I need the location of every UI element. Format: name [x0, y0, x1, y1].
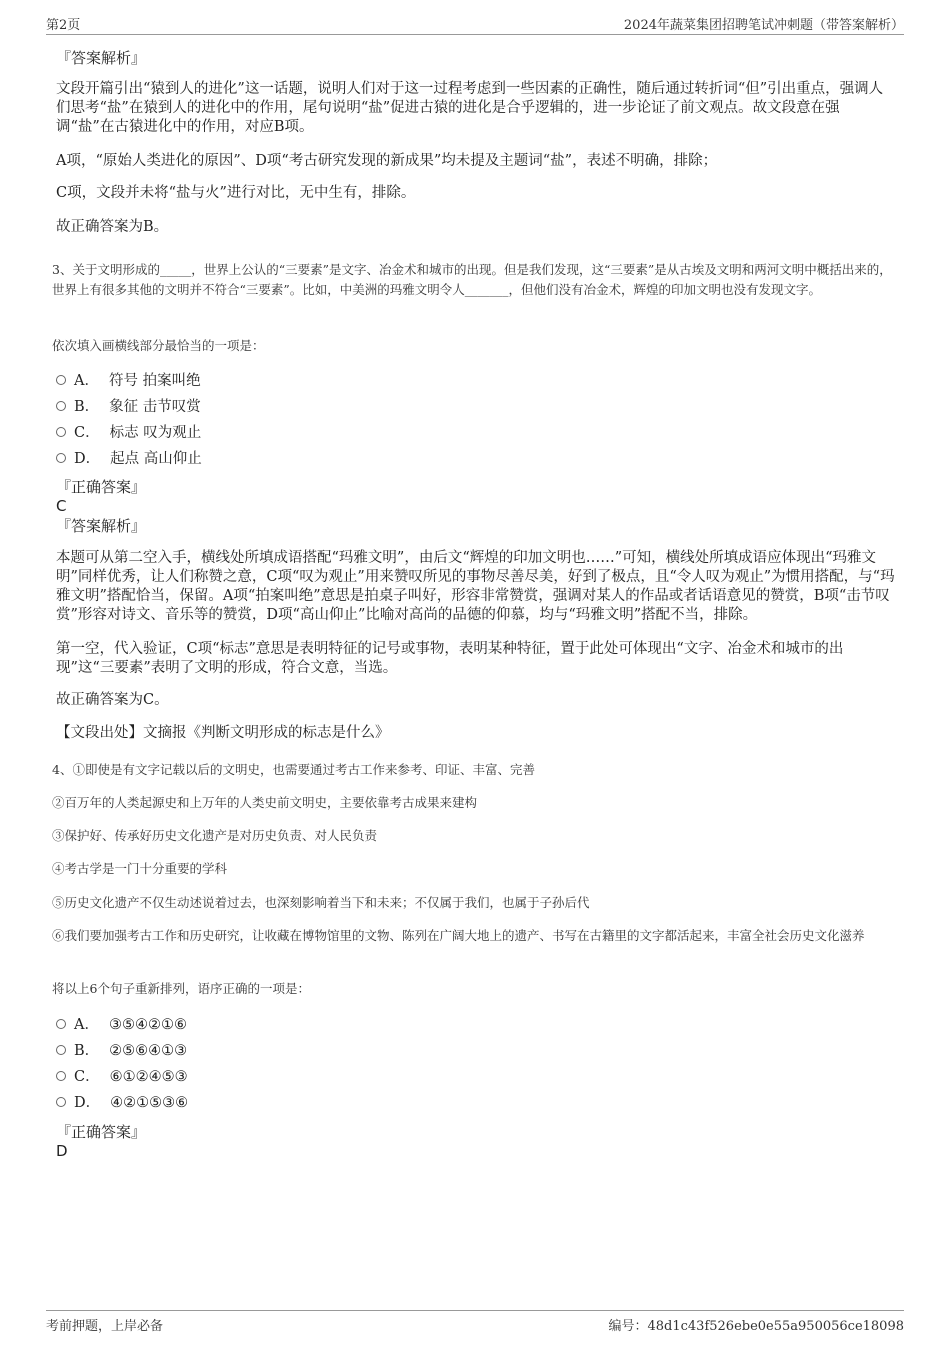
question-4-sentence: ④考古学是一门十分重要的学科: [52, 861, 228, 876]
question-4-sentence: ⑥我们要加强考古工作和历史研究，让收藏在博物馆里的文物、陈列在广阔大地上的遗产、书写在古籍里的文字都活起来，丰富全社会历史文化滋养: [52, 928, 865, 943]
page-header: [46, 14, 904, 35]
analysis-paragraph: A项，“原始人类进化的原因”、D项“考古研究发现的新成果”均未提及主题词“盐”，表述不明确，排除；: [56, 153, 718, 169]
radio-icon[interactable]: [56, 453, 66, 463]
option-a[interactable]: A． 符号 拍案叫绝: [56, 368, 896, 394]
radio-icon[interactable]: [56, 1071, 66, 1081]
option-c[interactable]: C． ⑥①②④⑤③: [56, 1064, 896, 1090]
page-number: 第2页: [46, 18, 81, 33]
question-3-stem: 3、关于文明形成的_____，世界上公认的“三要素”是文字、冶金术和城市的出现。但是我们发现，这“三要素”是从古埃及文明和两河文明中概括出来的，世界上有很多其他的文明并不符合“三要素”。比如，中美洲的玛雅文明令人_______，但他们没有冶金术，辉煌的印加文明也没有发现文字。: [52, 262, 892, 297]
option-b[interactable]: B． ②⑤⑥④①③: [56, 1038, 896, 1064]
source-citation: 【文段出处】文摘报《判断文明形成的标志是什么》: [56, 725, 390, 741]
question-4-sentence: ③保护好、传承好历史文化遗产是对历史负责、对人民负责: [52, 828, 378, 843]
analysis-label: 『答案解析』: [56, 517, 147, 535]
final-answer-text: 故正确答案为B。: [56, 219, 169, 235]
question-4-sentence: ⑤历史文化遗产不仅生动述说着过去，也深刻影响着当下和未来；不仅属于我们，也属于子孙后代: [52, 895, 590, 910]
radio-icon[interactable]: [56, 1097, 66, 1107]
analysis-paragraph: 第一空，代入验证，C项“标志”意思是表明特征的记号或事物，表明某种特征，置于此处可体现出“文字、冶金术和城市的出现”这“三要素”表明了文明的形成，符合文意，当选。: [56, 641, 844, 676]
radio-icon[interactable]: [56, 1019, 66, 1029]
question-3-options: [56, 368, 896, 472]
option-d[interactable]: D． ④②①⑤③⑥: [56, 1090, 896, 1116]
question-4-options: [56, 1012, 896, 1116]
radio-icon[interactable]: [56, 427, 66, 437]
analysis-paragraph: 文段开篇引出“猿到人的进化”这一话题，说明人们对于这一过程考虑到一些因素的正确性，随后通过转折词“但”引出重点，强调人们思考“盐”在猿到人的进化中的作用，尾句说明“盐”促进古猿的进化是合乎逻辑的，进一步论证了前文观点。故文段意在强调“盐”在古猿进化中的作用，对应B项。: [56, 81, 884, 135]
question-3-prompt: 依次填入画横线部分最恰当的一项是：: [52, 338, 265, 353]
radio-icon[interactable]: [56, 1045, 66, 1055]
option-b[interactable]: B． 象征 击节叹赏: [56, 394, 896, 420]
question-4-sentence: ②百万年的人类起源史和上万年的人类史前文明史，主要依靠考古成果来建构: [52, 795, 478, 810]
analysis-paragraph: C项，文段并未将“盐与火”进行对比，无中生有，排除。: [56, 185, 416, 201]
footer-slogan: 考前押题，上岸必备: [46, 1319, 164, 1334]
option-c[interactable]: C． 标志 叹为观止: [56, 420, 896, 446]
document-title: 2024年蔬菜集团招聘笔试冲刺题（带答案解析）: [623, 18, 904, 33]
radio-icon[interactable]: [56, 401, 66, 411]
analysis-label: 『答案解析』: [56, 49, 147, 67]
correct-answer: C: [56, 497, 67, 515]
document-id: 编号：48d1c43f526ebe0e55a950056ce18098: [608, 1319, 904, 1334]
correct-answer: D: [56, 1142, 68, 1160]
correct-answer-label: 『正确答案』: [56, 1123, 147, 1141]
option-d[interactable]: D． 起点 高山仰止: [56, 446, 896, 472]
correct-answer-label: 『正确答案』: [56, 478, 147, 496]
question-4-prompt: 将以上6个句子重新排列，语序正确的一项是：: [52, 981, 310, 996]
final-answer-text: 故正确答案为C。: [56, 692, 169, 708]
radio-icon[interactable]: [56, 375, 66, 385]
question-4-sentence: 4、①即使是有文字记载以后的文明史，也需要通过考古工作来参考、印证、丰富、完善: [52, 762, 535, 777]
page-footer: [46, 1310, 904, 1335]
analysis-paragraph: 本题可从第二空入手，横线处所填成语搭配“玛雅文明”，由后文“辉煌的印加文明也……”可知，横线处所填成语应体现出“玛雅文明”同样优秀，让人们称赞之意，C项“叹为观止”用来赞叹所见的事物尽善尽美，好到了极点，且“令人叹为观止”为惯用搭配，与“玛雅文明”搭配恰当，保留。A项“拍案叫绝”意思是拍桌子叫好，形容非常赞赏，强调对某人的作品或者话语意见的赞赏，B项“击节叹赏”形容对诗文、音乐等的赞赏，D项“高山仰止”比喻对高尚的品德的仰慕，均与“玛雅文明”搭配不当，排除。: [56, 550, 895, 623]
option-a[interactable]: A． ③⑤④②①⑥: [56, 1012, 896, 1038]
